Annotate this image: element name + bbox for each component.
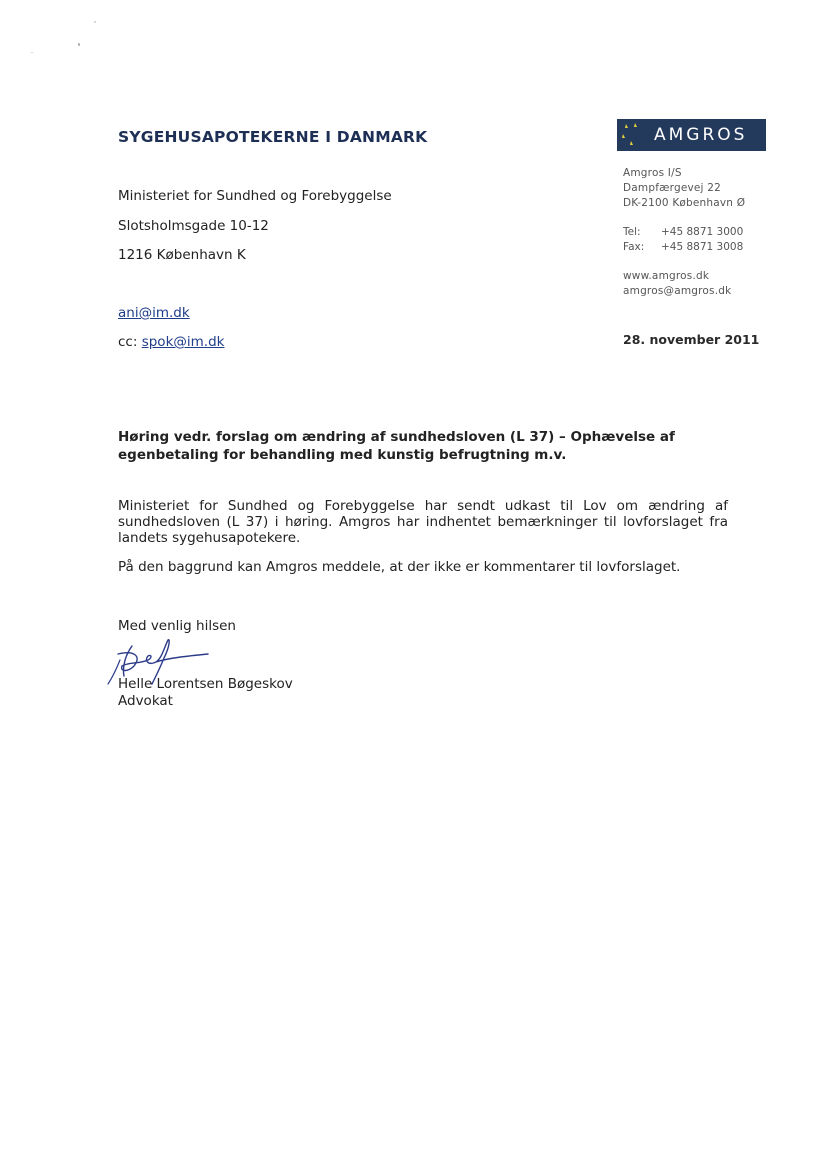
company-city: DK-2100 København Ø xyxy=(623,197,746,209)
cc-email-link[interactable]: spok@im.dk xyxy=(141,334,225,350)
body-line: landets sygehusapotekere. xyxy=(118,530,301,546)
body-paragraph: På den baggrund kan Amgros meddele, at der ikke er kommentarer til lovforslaget. xyxy=(118,559,681,575)
company-web: www.amgros.dk xyxy=(623,270,710,282)
letter-date: 28. november 2011 xyxy=(623,332,760,347)
cc-label: cc: xyxy=(118,334,138,350)
body-paragraph xyxy=(118,498,728,546)
subject-line: Høring vedr. forslag om ændring af sundhedsloven (L 37) – Ophævelse af xyxy=(118,429,675,445)
company-tel xyxy=(623,226,743,238)
fax-label: Fax: xyxy=(623,241,645,253)
recipient-city: 1216 København K xyxy=(118,247,246,263)
scan-speck xyxy=(94,21,96,23)
recipient-email-link[interactable]: ani@im.dk xyxy=(118,305,190,321)
scan-speck xyxy=(31,52,33,53)
company-fax xyxy=(623,241,743,253)
closing-greeting: Med venlig hilsen xyxy=(118,618,236,634)
tel-value: +45 8871 3000 xyxy=(661,226,744,238)
company-street: Dampfærgevej 22 xyxy=(623,182,721,194)
company-email: amgros@amgros.dk xyxy=(623,285,732,297)
company-name: Amgros I/S xyxy=(623,167,682,179)
body-line: sundhedsloven (L 37) i høring. Amgros har indhentet bemærkninger til lovforslaget fra xyxy=(118,514,728,530)
body-line: Ministeriet for Sundhed og Forebyggelse har sendt udkast til Lov om ændring af xyxy=(118,498,728,514)
tel-label: Tel: xyxy=(623,226,641,238)
signatory-name: Helle Lorentsen Bøgeskov xyxy=(118,676,293,692)
subject-line: egenbetaling for behandling med kunstig befrugtning m.v. xyxy=(118,447,567,463)
fax-value: +45 8871 3008 xyxy=(661,241,744,253)
signatory-title: Advokat xyxy=(118,693,173,709)
logo-text: AMGROS xyxy=(654,125,748,145)
amgros-logo xyxy=(617,119,766,151)
sender-heading: SYGEHUSAPOTEKERNE I DANMARK xyxy=(118,128,428,146)
subject xyxy=(118,428,678,464)
scan-speck xyxy=(78,43,80,46)
cc-line xyxy=(118,334,224,350)
recipient-street: Slotsholmsgade 10-12 xyxy=(118,218,269,234)
amgros-star-icon xyxy=(619,119,649,151)
recipient-name: Ministeriet for Sundhed og Forebyggelse xyxy=(118,188,392,204)
